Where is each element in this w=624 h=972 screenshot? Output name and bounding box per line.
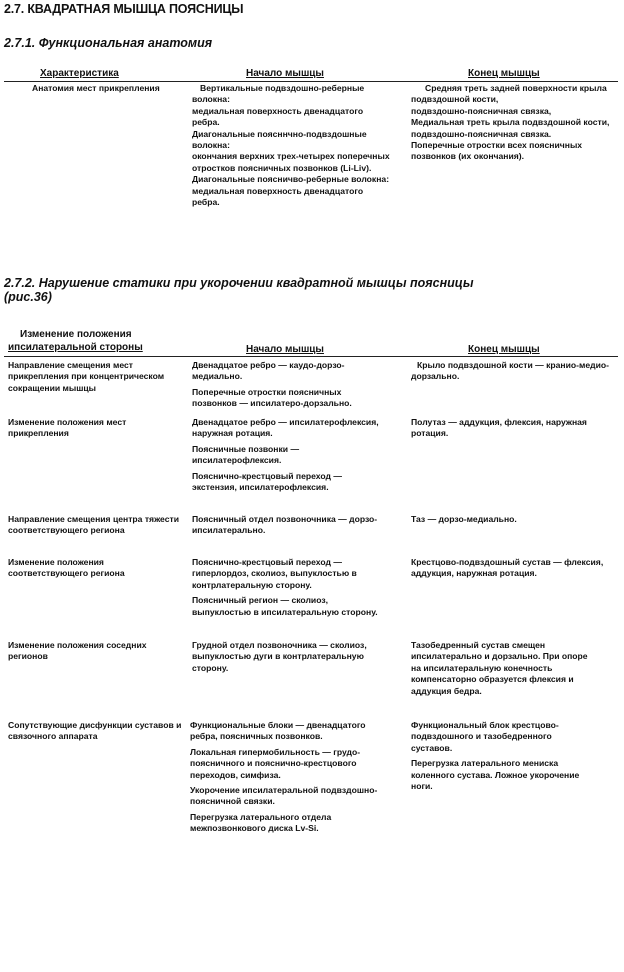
s2-insertion-line: Таз — дорзо-медиально. [411, 514, 517, 524]
s2-origin-line: Поясничный регион — сколиоз, выпуклостью в ипсилатеральную сторону. [192, 595, 378, 617]
s2-origin-line: Пояснично-крестцовый переход — экстензия, ипсилатерофлексия. [192, 470, 342, 493]
s2-origin-line: Грудной отдел позвоночника — сколиоз, выпуклостью дуги в контрлатеральную сторону. [192, 640, 367, 673]
section1-title: 2.7.1. Функциональная анатомия [4, 36, 213, 50]
s2-origin-line: Двенадцатое ребро — ипсилатерофлексия, наружная ротация. [192, 417, 379, 439]
s2-origin-line: Двенадцатое ребро — каудо-дорзо-медиально. [192, 360, 345, 382]
header-change [8, 328, 143, 354]
s2-row-label: Сопутствующие дисфункции суставов и связочного аппарата [8, 720, 182, 742]
s2-row-label: Направление смещения мест прикрепления при концентрическом сокращении мышцы [8, 360, 165, 393]
section2-table-header [4, 328, 618, 357]
s2-origin-line: Укорочение ипсилатеральной подвздошно-поясничной связки. [190, 785, 378, 807]
chapter-heading: 2.7. КВАДРАТНАЯ МЫШЦА ПОЯСНИЦЫ [4, 2, 244, 16]
s2-origin-cell [190, 720, 390, 835]
header-rule [4, 356, 618, 357]
s2-origin-cell [192, 514, 386, 537]
header-origin: Начало мышцы [246, 344, 324, 355]
s1-origin-line: медиальная поверхность двенадцатого ребра. [192, 185, 364, 208]
s2-row-label: Изменение положения мест прикрепления [8, 417, 127, 439]
s2-origin-line: Функциональные блоки — двенадцатого ребра, поясничных позвонков. [190, 720, 366, 742]
s2-origin-cell [192, 360, 386, 410]
s1-row-label: Анатомия мест прикрепления [32, 83, 160, 93]
s1-insertion-line: Средняя треть задней поверхности крыла подвздошной кости, [411, 83, 607, 105]
header-insertion: Конец мышцы [468, 344, 540, 355]
header-rule [4, 81, 618, 82]
s1-origin-line: медиальная поверхность двенадцатого ребра. [192, 105, 364, 128]
s2-origin-line: Перегрузка латерального отдела межпозвонкового диска Lv-Si. [190, 811, 332, 834]
s2-insertion-line: Крестцово-подвздошный сустав — флексия, аддукция, наружная ротация. [411, 557, 604, 579]
s1-origin-line: Вертикальные подвздошно-реберные волокна: [192, 83, 365, 105]
s2-insertion-cell [411, 360, 619, 383]
header-insertion: Конец мышцы [468, 68, 540, 79]
s2-row-label: Изменение положения соседних регионов [8, 640, 147, 662]
header-origin: Начало мышцы [246, 68, 324, 79]
s2-insertion-cell [411, 557, 619, 580]
s2-insertion-line: Полутаз — аддукция, флексия, наружная ротация. [411, 417, 587, 439]
header-change-line1: Изменение положения [20, 329, 132, 340]
s2-origin-line: Поперечные отростки поясничных позвонков — ипсилатеро-дорзально. [192, 386, 352, 409]
s2-insertion-cell [411, 640, 591, 697]
s1-insertion-line: Поперечные отростки всех поясничных позвонков (их окончания). [411, 140, 583, 162]
s2-row-label: Направление смещения центра тяжести соответствующего региона [8, 514, 179, 536]
s2-insertion-line: Перегрузка латерального мениска коленного сустава. Ложное укорочение ноги. [411, 758, 580, 792]
section2-title-line1: 2.7.2. Нарушение статики при укорочении квадратной мышцы поясницы [4, 276, 474, 290]
section2-title [4, 276, 474, 304]
s1-origin-line: Диагональные поясннчно-подвздошные волокна: [192, 128, 367, 151]
s2-origin-cell [192, 417, 386, 493]
s2-origin-cell [192, 557, 388, 618]
s2-insertion-cell [411, 417, 619, 440]
s1-origin-cell [192, 83, 392, 208]
s1-insertion-line: подвздошно-поясничная связка, [411, 105, 552, 116]
section1-table-header [4, 68, 618, 82]
section2-title-line2: (рис.36) [4, 290, 52, 304]
header-change-line2: ипсилатеральной стороны [8, 342, 143, 353]
s2-insertion-cell [411, 514, 619, 525]
s1-insertion-line: Медиальная треть крыла подвздошной кости, подвздошно-поясничная связка. [411, 117, 610, 139]
s2-row-label: Изменение положения соответствующего региона [8, 557, 125, 579]
s2-insertion-line: Тазобедренный сустав смещен ипсилатерально и дорзально. При опоре на ипсилатеральную конечность компенсаторно образуется флексия и аддукция бедра. [411, 640, 588, 696]
s2-origin-line: Поясничные позвонки — ипсилатерофлексия. [192, 443, 300, 466]
s2-origin-line: Пояснично-крестцовый переход — гиперлордоз, сколиоз, выпуклостью в контрлатеральную сторону. [192, 557, 357, 590]
s1-origin-line: Диагональные поясничво-реберные волокна: [192, 174, 390, 185]
s2-insertion-line: Функциональный блок крестцово-подвздошного и тазобедренного суставов. [411, 720, 559, 753]
s2-insertion-cell [411, 720, 591, 792]
s2-insertion-line: Крыло подвздошной кости — кранио-медио-дорзально. [411, 360, 609, 382]
header-characteristic: Характеристика [40, 68, 119, 79]
s1-origin-line: окончания верхних трех-четырех поперечных отростков поясничных позвонков (Li-Liv). [192, 151, 390, 173]
s1-insertion-cell [411, 83, 619, 163]
s2-origin-line: Локальная гипермобильность — грудо-поясничного и пояснично-крестцового переходов, симфиза. [190, 746, 361, 780]
s2-origin-line: Поясничный отдел позвоночника — дорзо-ипсилатерально. [192, 514, 378, 536]
s2-origin-cell [192, 640, 386, 674]
